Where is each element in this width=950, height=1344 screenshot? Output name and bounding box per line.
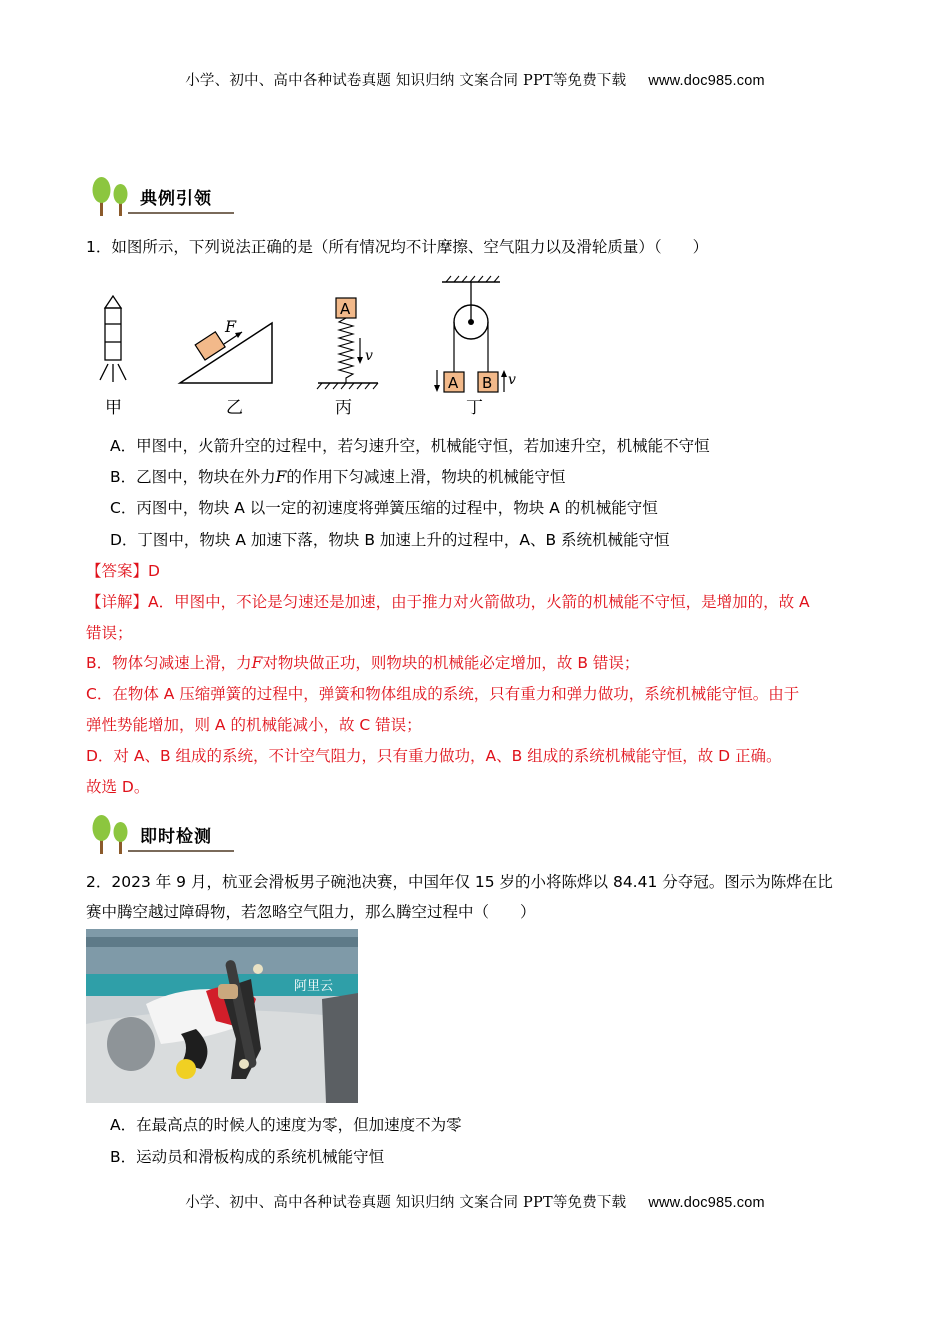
block-b-pulley-label: B	[482, 374, 493, 392]
q1-answer: 【答案】D	[86, 562, 160, 580]
tree-icon	[86, 176, 134, 218]
page-footer	[0, 1191, 950, 1212]
rocket-figure	[100, 296, 126, 382]
footer-text: 小学、初中、高中各种试卷真题 知识归纳 文案合同 PPT等免费下载	[185, 1195, 627, 1211]
q1-option-d: D．丁图中，物块 A 加速下落，物块 B 加速上升的过程中，A、B 系统机械能守恒	[110, 531, 670, 549]
incline-figure	[180, 317, 272, 383]
q1-option-a: A．甲图中，火箭升空的过程中，若匀速升空，机械能守恒，若加速升空，机械能不守恒	[110, 437, 710, 455]
q1-explain-line2: 错误；	[86, 624, 133, 642]
q1-explain-line1: 【详解】A．甲图中，不论是匀速还是加速，由于推力对火箭做功，火箭的机械能不守恒，是增加的，故 A	[86, 593, 810, 611]
force-symbol: F	[275, 468, 287, 486]
footer-url[interactable]: www.doc985.com	[648, 1195, 765, 1211]
question-2-stem-line2: 赛中腾空越过障碍物，若忽略空气阻力，那么腾空过程中（ ）	[86, 903, 536, 921]
section-title: 典例引领	[140, 189, 212, 209]
section-title: 即时检测	[140, 827, 212, 847]
block-a-pulley-label: A	[448, 374, 459, 392]
section-banner-example	[86, 176, 236, 216]
q2-option-b: B．运动员和滑板构成的系统机械能守恒	[110, 1148, 385, 1166]
q1-option-b-pre: B．乙图中，物块在外力	[110, 468, 276, 486]
banner-text: 阿里云	[294, 979, 334, 994]
section-underline	[128, 850, 234, 852]
header-text: 小学、初中、高中各种试卷真题 知识归纳 文案合同 PPT等免费下载	[185, 73, 627, 89]
label-jia: 甲	[105, 398, 122, 418]
question-2-stem-line1: 2．2023 年 9 月，杭亚会滑板男子碗池决赛，中国年仅 15 岁的小将陈烨以 84.41 分夺冠。图示为陈烨在比	[86, 873, 833, 891]
q1-explain-line3-pre: B．物体匀减速上滑，力	[86, 654, 252, 672]
label-ding: 丁	[466, 398, 483, 418]
force-label: F	[225, 317, 237, 336]
pulley-figure	[434, 276, 516, 392]
velocity-label-spring: v	[365, 348, 373, 364]
section-banner-practice	[86, 814, 236, 854]
q1-explain-line5: 弹性势能增加，则 A 的机械能减小，故 C 错误；	[86, 716, 422, 734]
tree-icon	[86, 814, 134, 856]
question-1-stem: 1．如图所示，下列说法正确的是（所有情况均不计摩擦、空气阻力以及滑轮质量）（ ）	[86, 238, 709, 256]
q1-explain-line6: D．对 A、B 组成的系统，不计空气阻力，只有重力做功，A、B 组成的系统机械能守恒，故 D 正确。	[86, 747, 782, 765]
q2-option-a: A．在最高点的时候人的速度为零，但加速度不为零	[110, 1116, 462, 1134]
q1-explain-line7: 故选 D。	[86, 778, 150, 796]
label-yi: 乙	[226, 398, 243, 418]
header-url[interactable]: www.doc985.com	[648, 73, 765, 89]
q1-option-b-post: 的作用下匀减速上滑，物块的机械能守恒	[286, 468, 566, 486]
q1-option-c: C．丙图中，物块 A 以一定的初速度将弹簧压缩的过程中，物块 A 的机械能守恒	[110, 499, 658, 517]
label-bing: 丙	[335, 398, 352, 418]
q1-explain-line3-post: 对物块做正功，则物块的机械能必定增加，故 B 错误；	[262, 654, 640, 672]
skateboard-photo	[86, 929, 358, 1103]
force-symbol-explain: F	[251, 654, 263, 672]
spring-figure	[317, 298, 378, 389]
q1-option-b	[110, 467, 565, 487]
q1-explain-line3	[86, 653, 639, 673]
velocity-label-pulley: v	[508, 372, 516, 388]
block-a-label: A	[340, 300, 351, 318]
question-1-figure	[90, 272, 530, 422]
page-header	[0, 69, 950, 90]
q1-explain-line4: C．在物体 A 压缩弹簧的过程中，弹簧和物体组成的系统，只有重力和弹力做功，系统机械能守恒。由于	[86, 685, 800, 703]
section-underline	[128, 212, 234, 214]
